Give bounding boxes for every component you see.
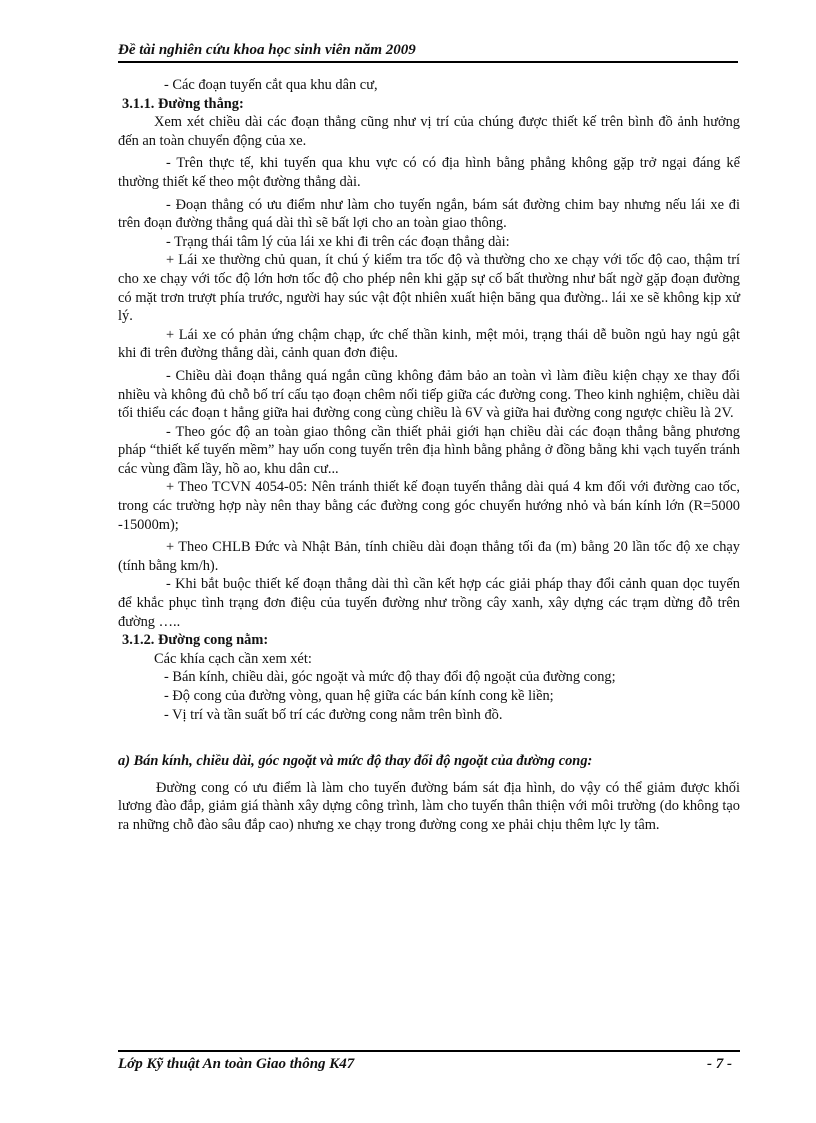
list-item: - Bán kính, chiều dài, góc ngoặt và mức độ thay đổi độ ngoặt của đường cong;	[164, 669, 616, 686]
document-body	[118, 76, 740, 835]
paragraph: - Trên thực tế, khi tuyến qua khu vực có có địa hình bằng phẳng không gặp trở ngại đáng kể thường thiết kế theo một đường thẳng dài.	[118, 155, 740, 190]
paragraph: - Đoạn thẳng có ưu điểm như làm cho tuyến ngắn, bám sát đường chim bay nhưng nếu lái xe đi trên đoạn đường thẳng quá dài thì sẽ bất lợi cho an toàn giao thông.	[118, 196, 740, 232]
section-heading-3-1-1: 3.1.1. Đường thẳng:	[122, 95, 244, 112]
footer-class-name: Lớp Kỹ thuật An toàn Giao thông K47	[118, 1056, 355, 1072]
paragraph: Xem xét chiều dài các đoạn thẳng cũng như vị trí của chúng được thiết kế trên bình đồ ảnh hưởng đến an toàn chuyển động của xe.	[118, 114, 740, 149]
paragraph: - Các đoạn tuyến cắt qua khu dân cư,	[164, 77, 378, 93]
paragraph: + Lái xe thường chủ quan, ít chú ý kiểm tra tốc độ và thường cho xe chạy với tốc độ cao, thậm trí cho xe chạy với tốc độ lớn hơn tốc độ cho phép nên khi gặp sự cố bất thường như bất ngờ gặp đoạn đường có mặt trơn trượt phía trước, người hay súc vật đột nhiên xuất hiện băng qua đường.. lái xe sẽ không kịp xử lý.	[118, 252, 740, 325]
list-item: - Độ cong của đường vòng, quan hệ giữa các bán kính cong kề liền;	[164, 688, 554, 704]
list-item: - Vị trí và tần suất bố trí các đường cong nằm trên bình đồ.	[164, 706, 503, 723]
paragraph: Đường cong có ưu điểm là làm cho tuyến đường bám sát địa hình, do vậy có thể giảm được khối lương đào đắp, giảm giá thành xây dựng công trình, làm cho tuyến thân thiện với môi trường (do không tạo ra những chỗ đào sâu đắp cao) nhưng xe chạy trong đường cong xe phải chịu thêm lực ly tâm.	[118, 779, 740, 833]
footer-divider	[118, 1050, 740, 1052]
paragraph: - Trạng thái tâm lý của lái xe khi đi trên các đoạn thẳng dài:	[166, 233, 510, 250]
paragraph: + Theo TCVN 4054-05: Nên tránh thiết kế đoạn tuyến thẳng dài quá 4 km đối với đường cao tốc, trong các trường hợp này nên thay bằng các đường cong góc chuyển hướng nhỏ và bán kính lớn (R=5000 -15000m);	[118, 479, 740, 533]
page-number: - 7 -	[707, 1056, 732, 1072]
paragraph: - Theo góc độ an toàn giao thông cần thiết phải giới hạn chiều dài các đoạn thẳng bằng phương pháp “thiết kế tuyến mềm” hay uốn cong tuyến trên địa hình bằng phẳng ở đồng bằng khi vạch tuyến tránh các vùng đầm lầy, hồ ao, khu dân cư...	[118, 423, 740, 477]
paragraph: + Lái xe có phản ứng chậm chạp, ức chế thần kinh, mệt mỏi, trạng thái dễ buồn ngủ hay ngủ gật khi đi trên đường thẳng dài, cảnh quan đơn điệu.	[118, 326, 740, 362]
paragraph: - Khi bắt buộc thiết kế đoạn thẳng dài thì cần kết hợp các giải pháp thay đổi cảnh quan dọc tuyến để khắc phục tình trạng đơn điệu của tuyến đường như trồng cây xanh, xây dựng các trạm dừng đỗ trên đường …..	[118, 576, 740, 630]
paragraph: - Chiều dài đoạn thẳng quá ngắn cũng không đảm bảo an toàn vì làm điều kiện chạy xe thay đổi nhiều và không đủ chỗ bố trí cấu tạo đoạn chêm nối tiếp giữa các đường cong. Theo kinh nghiệm, chiều dài tối thiểu các đoạn t hẳng giữa hai đường cong cùng chiều là 6V và giữa hai đường cong ngược chiều là 2V.	[118, 367, 740, 422]
section-heading-3-1-2: 3.1.2. Đường cong nằm:	[122, 632, 269, 649]
paragraph: + Theo CHLB Đức và Nhật Bản, tính chiều dài đoạn thẳng tối đa (m) bằng 20 lần tốc độ xe chạy (tính bằng km/h).	[118, 539, 740, 574]
paragraph: Các khía cạch cần xem xét:	[154, 650, 312, 667]
subsection-heading-a: a) Bán kính, chiều dài, góc ngoặt và mức độ thay đổi độ ngoặt của đường cong:	[118, 753, 593, 770]
page-header: Đề tài nghiên cứu khoa học sinh viên năm 2009	[118, 42, 738, 63]
